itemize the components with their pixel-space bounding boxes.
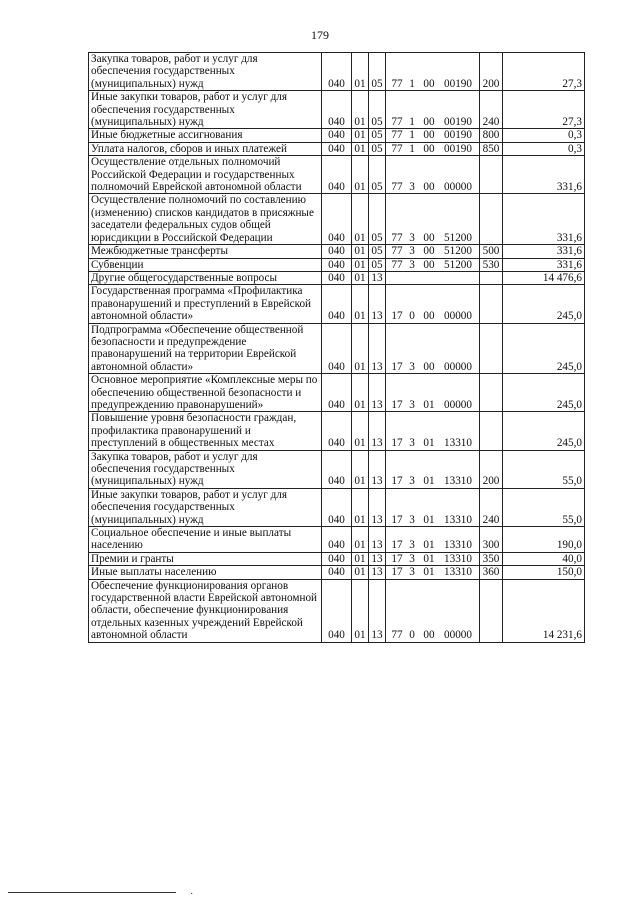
expense-type-code (480, 412, 503, 450)
ministry-code: 040 (322, 91, 352, 129)
subsection-code: 05 (369, 142, 386, 155)
section-code: 01 (352, 450, 369, 488)
row-name: Осуществление полномочий по составлению (изменению) списков кандидатов в присяжные заседатели федеральных судов общей юрисдикции в Российской Федерации (89, 194, 322, 245)
subprogram-code: 3 (409, 360, 415, 373)
event-code: 01 (423, 566, 435, 579)
amount-value: 150,0 (503, 566, 585, 579)
program-code: 77 (391, 77, 403, 90)
table-row (89, 129, 585, 142)
program-code: 77 (391, 116, 403, 129)
event-code: 01 (423, 398, 435, 411)
event-code: 01 (423, 513, 435, 526)
amount-value: 331,6 (503, 245, 585, 258)
subprogram-code: 1 (409, 142, 415, 155)
direction-code: 13310 (444, 552, 472, 565)
row-name: Государственная программа «Профилактика правонарушений и преступлений в Еврейской автономной области» (89, 285, 322, 323)
section-code: 01 (352, 579, 369, 642)
target-article-code (386, 129, 480, 142)
expense-type-code (480, 579, 503, 642)
table-row (89, 552, 585, 565)
section-code: 01 (352, 194, 369, 245)
direction-code: 00190 (444, 129, 472, 142)
amount-value: 14 231,6 (503, 579, 585, 642)
table-row (89, 579, 585, 642)
amount-value: 331,6 (503, 156, 585, 194)
subsection-code: 13 (369, 450, 386, 488)
target-article-code (386, 566, 480, 579)
ministry-code: 040 (322, 374, 352, 412)
expense-type-code (480, 194, 503, 245)
event-code: 00 (423, 77, 435, 90)
subprogram-code: 3 (409, 437, 415, 450)
event-code: 00 (423, 231, 435, 244)
section-code: 01 (352, 374, 369, 412)
target-article-code (386, 194, 480, 245)
table-row (89, 271, 585, 284)
target-article-code (386, 271, 480, 284)
expense-type-code: 200 (480, 53, 503, 91)
expense-type-code: 850 (480, 142, 503, 155)
program-code: 77 (391, 181, 403, 194)
target-article-code (386, 156, 480, 194)
ministry-code: 040 (322, 156, 352, 194)
target-article-code (386, 488, 480, 526)
table-row (89, 245, 585, 258)
row-name: Субвенции (89, 258, 322, 271)
event-code: 01 (423, 437, 435, 450)
table-row (89, 156, 585, 194)
subsection-code: 05 (369, 258, 386, 271)
direction-code: 13310 (444, 539, 472, 552)
direction-code: 51200 (444, 231, 472, 244)
row-name: Подпрограмма «Обеспечение общественной безопасности и предупреждение правонарушений на территории Еврейской автономной области» (89, 323, 322, 374)
row-name: Основное мероприятие «Комплексные меры по обеспечению общественной безопасности и предупреждению правонарушений» (89, 374, 322, 412)
table-row (89, 285, 585, 323)
row-name: Осуществление отдельных полномочий Российской Федерации и государственных полномочий Еврейской автономной области (89, 156, 322, 194)
amount-value: 245,0 (503, 323, 585, 374)
table-row (89, 53, 585, 91)
amount-value: 331,6 (503, 258, 585, 271)
table-row (89, 323, 585, 374)
expense-type-code: 360 (480, 566, 503, 579)
direction-code: 00000 (444, 310, 472, 323)
direction-code: 13310 (444, 566, 472, 579)
amount-value: 331,6 (503, 194, 585, 245)
ministry-code: 040 (322, 285, 352, 323)
subsection-code: 13 (369, 566, 386, 579)
target-article-code (386, 91, 480, 129)
subsection-code: 13 (369, 412, 386, 450)
subsection-code: 05 (369, 156, 386, 194)
row-name: Иные выплаты населению (89, 566, 322, 579)
direction-code: 00000 (444, 629, 472, 642)
direction-code: 00000 (444, 398, 472, 411)
section-code: 01 (352, 323, 369, 374)
subprogram-code: 3 (409, 552, 415, 565)
table-row (89, 91, 585, 129)
ministry-code: 040 (322, 258, 352, 271)
row-name: Повышение уровня безопасности граждан, профилактика правонарушений и преступлений в общественных местах (89, 412, 322, 450)
subsection-code: 05 (369, 194, 386, 245)
section-code: 01 (352, 488, 369, 526)
row-name: Иные бюджетные ассигнования (89, 129, 322, 142)
subsection-code: 13 (369, 552, 386, 565)
program-code: 77 (391, 629, 403, 642)
subsection-code: 05 (369, 245, 386, 258)
row-name: Уплата налогов, сборов и иных платежей (89, 142, 322, 155)
row-name: Иные закупки товаров, работ и услуг для обеспечения государственных (муниципальных) нужд (89, 488, 322, 526)
subsection-code: 05 (369, 91, 386, 129)
target-article-code (386, 53, 480, 91)
row-name: Закупка товаров, работ и услуг для обеспечения государственных (муниципальных) нужд (89, 450, 322, 488)
subsection-code: 05 (369, 53, 386, 91)
subprogram-code: 3 (409, 181, 415, 194)
event-code: 00 (423, 629, 435, 642)
section-code: 01 (352, 271, 369, 284)
expense-type-code (480, 156, 503, 194)
section-code: 01 (352, 258, 369, 271)
row-name: Социальное обеспечение и иные выплаты населению (89, 527, 322, 553)
subprogram-code: 1 (409, 77, 415, 90)
row-name: Межбюджетные трансферты (89, 245, 322, 258)
expense-type-code (480, 374, 503, 412)
table-row (89, 142, 585, 155)
ministry-code: 040 (322, 579, 352, 642)
target-article-code (386, 142, 480, 155)
expense-type-code: 800 (480, 129, 503, 142)
amount-value: 27,3 (503, 91, 585, 129)
program-code: 17 (391, 539, 403, 552)
direction-code: 00190 (444, 116, 472, 129)
subprogram-code: 3 (409, 566, 415, 579)
row-name: Иные закупки товаров, работ и услуг для обеспечения государственных (муниципальных) нужд (89, 91, 322, 129)
event-code: 00 (423, 258, 435, 271)
amount-value: 0,3 (503, 129, 585, 142)
subprogram-code: 3 (409, 475, 415, 488)
program-code: 77 (391, 258, 403, 271)
section-code: 01 (352, 552, 369, 565)
direction-code: 13310 (444, 475, 472, 488)
expense-type-code (480, 323, 503, 374)
target-article-code (386, 527, 480, 553)
amount-value: 55,0 (503, 488, 585, 526)
direction-code: 13310 (444, 513, 472, 526)
event-code: 01 (423, 552, 435, 565)
program-code: 17 (391, 360, 403, 373)
amount-value: 55,0 (503, 450, 585, 488)
ministry-code: 040 (322, 129, 352, 142)
direction-code: 00190 (444, 142, 472, 155)
expense-type-code: 240 (480, 91, 503, 129)
expense-type-code (480, 271, 503, 284)
page-number: 179 (311, 28, 329, 42)
section-code: 01 (352, 566, 369, 579)
expense-type-code: 200 (480, 450, 503, 488)
ministry-code: 040 (322, 323, 352, 374)
subsection-code: 13 (369, 527, 386, 553)
event-code: 00 (423, 142, 435, 155)
ministry-code: 040 (322, 552, 352, 565)
section-code: 01 (352, 156, 369, 194)
ministry-code: 040 (322, 527, 352, 553)
subsection-code: 13 (369, 579, 386, 642)
footer-rule (8, 892, 176, 893)
section-code: 01 (352, 245, 369, 258)
event-code: 01 (423, 539, 435, 552)
expense-type-code (480, 285, 503, 323)
ministry-code: 040 (322, 412, 352, 450)
subsection-code: 13 (369, 285, 386, 323)
target-article-code (386, 450, 480, 488)
expense-type-code: 500 (480, 245, 503, 258)
subprogram-code: 3 (409, 539, 415, 552)
program-code: 17 (391, 513, 403, 526)
subprogram-code: 0 (409, 629, 415, 642)
ministry-code: 040 (322, 488, 352, 526)
direction-code: 13310 (444, 437, 472, 450)
table-row (89, 488, 585, 526)
program-code: 17 (391, 475, 403, 488)
table-row (89, 412, 585, 450)
table-row (89, 194, 585, 245)
section-code: 01 (352, 53, 369, 91)
row-name: Закупка товаров, работ и услуг для обеспечения государственных (муниципальных) нужд (89, 53, 322, 91)
section-code: 01 (352, 91, 369, 129)
subsection-code: 13 (369, 323, 386, 374)
expense-type-code: 300 (480, 527, 503, 553)
program-code: 17 (391, 398, 403, 411)
row-name: Обеспечение функционирования органов государственной власти Еврейской автономной области, обеспечение функционирования отдельных казенных учреждений Еврейской автономной области (89, 579, 322, 642)
event-code: 00 (423, 310, 435, 323)
section-code: 01 (352, 129, 369, 142)
section-code: 01 (352, 285, 369, 323)
row-name: Премии и гранты (89, 552, 322, 565)
target-article-code (386, 579, 480, 642)
amount-value: 190,0 (503, 527, 585, 553)
table-row (89, 566, 585, 579)
target-article-code (386, 552, 480, 565)
direction-code: 00000 (444, 181, 472, 194)
target-article-code (386, 323, 480, 374)
subsection-code: 13 (369, 488, 386, 526)
event-code: 00 (423, 360, 435, 373)
subprogram-code: 3 (409, 258, 415, 271)
program-code: 17 (391, 552, 403, 565)
program-code: 17 (391, 566, 403, 579)
event-code: 00 (423, 245, 435, 258)
amount-value: 0,3 (503, 142, 585, 155)
target-article-code (386, 245, 480, 258)
footer-mark: · (190, 889, 194, 900)
amount-value: 245,0 (503, 374, 585, 412)
target-article-code (386, 374, 480, 412)
ministry-code: 040 (322, 142, 352, 155)
event-code: 00 (423, 181, 435, 194)
amount-value: 27,3 (503, 53, 585, 91)
section-code: 01 (352, 412, 369, 450)
table-row (89, 527, 585, 553)
expense-type-code: 240 (480, 488, 503, 526)
event-code: 01 (423, 475, 435, 488)
budget-table (88, 52, 585, 643)
subsection-code: 05 (369, 129, 386, 142)
ministry-code: 040 (322, 271, 352, 284)
ministry-code: 040 (322, 53, 352, 91)
direction-code: 51200 (444, 245, 472, 258)
direction-code: 00190 (444, 77, 472, 90)
target-article-code (386, 258, 480, 271)
target-article-code (386, 285, 480, 323)
amount-value: 245,0 (503, 285, 585, 323)
program-code: 77 (391, 129, 403, 142)
ministry-code: 040 (322, 450, 352, 488)
amount-value: 14 476,6 (503, 271, 585, 284)
subprogram-code: 3 (409, 245, 415, 258)
program-code: 77 (391, 245, 403, 258)
program-code: 77 (391, 142, 403, 155)
target-article-code (386, 412, 480, 450)
table-row (89, 258, 585, 271)
amount-value: 40,0 (503, 552, 585, 565)
ministry-code: 040 (322, 566, 352, 579)
subprogram-code: 0 (409, 310, 415, 323)
table-row (89, 374, 585, 412)
subprogram-code: 1 (409, 129, 415, 142)
section-code: 01 (352, 527, 369, 553)
subprogram-code: 3 (409, 398, 415, 411)
program-code: 17 (391, 310, 403, 323)
subprogram-code: 1 (409, 116, 415, 129)
direction-code: 51200 (444, 258, 472, 271)
ministry-code: 040 (322, 245, 352, 258)
section-code: 01 (352, 142, 369, 155)
subsection-code: 13 (369, 271, 386, 284)
direction-code: 00000 (444, 360, 472, 373)
program-code: 77 (391, 231, 403, 244)
subprogram-code: 3 (409, 513, 415, 526)
program-code: 17 (391, 437, 403, 450)
amount-value: 245,0 (503, 412, 585, 450)
expense-type-code: 530 (480, 258, 503, 271)
subsection-code: 13 (369, 374, 386, 412)
subprogram-code: 3 (409, 231, 415, 244)
event-code: 00 (423, 129, 435, 142)
ministry-code: 040 (322, 194, 352, 245)
table-row (89, 450, 585, 488)
event-code: 00 (423, 116, 435, 129)
row-name: Другие общегосударственные вопросы (89, 271, 322, 284)
expense-type-code: 350 (480, 552, 503, 565)
